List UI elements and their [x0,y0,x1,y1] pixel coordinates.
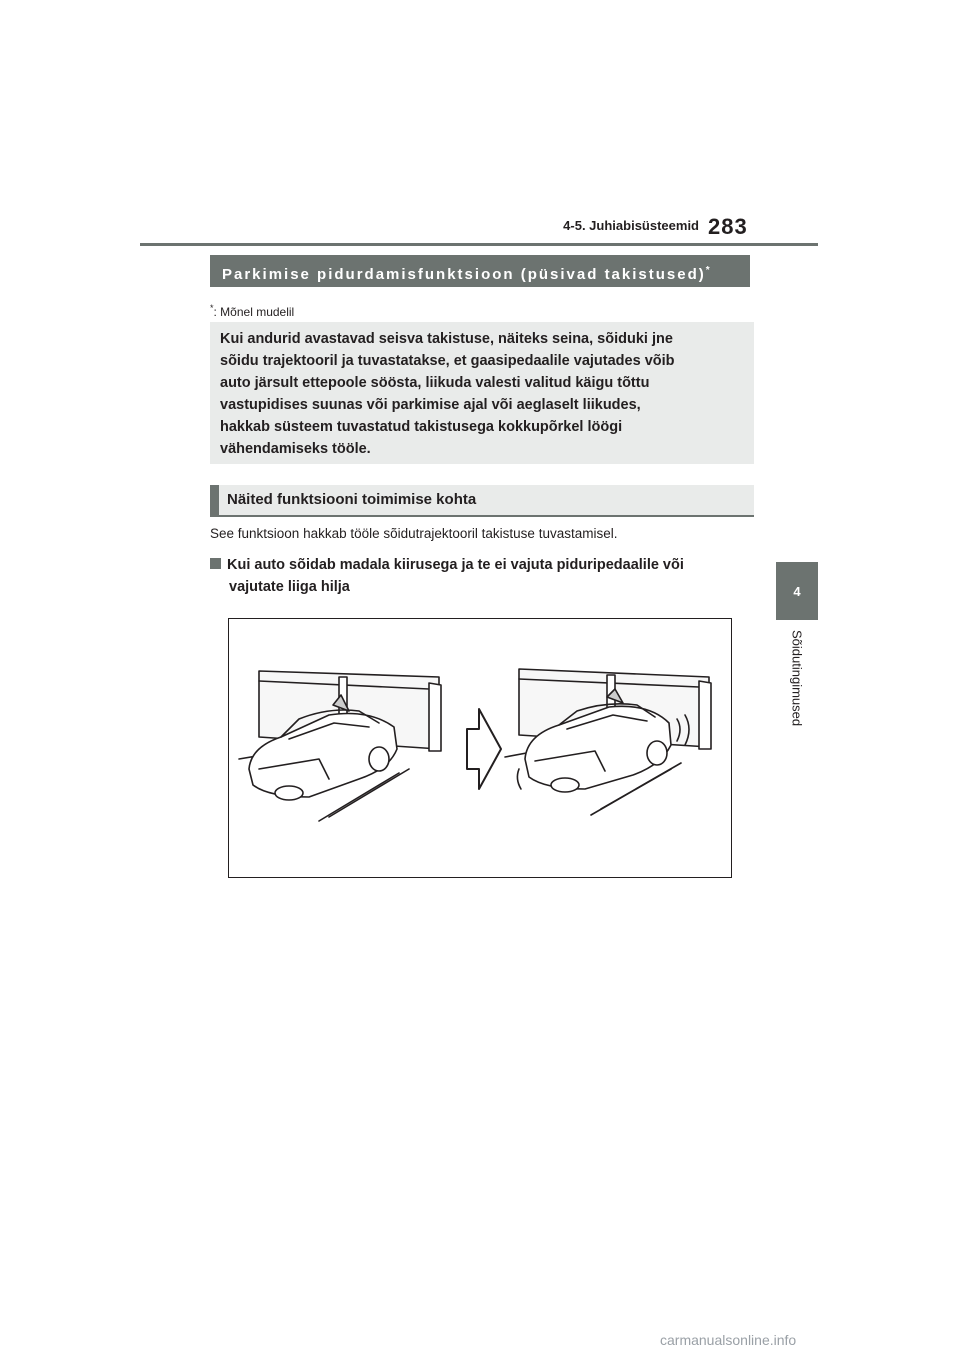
footnote [210,303,294,319]
section-heading-mark: * [705,265,710,276]
section-heading-text: Parkimise pidurdamisfunktsioon (püsivad takistused) [222,266,706,283]
intro-line: sõidu trajektooril ja tuvastatakse, et gaasipedaalile vajutades võib [220,353,675,369]
intro-line: vastupidises suunas või parkimise ajal või aeglaselt liikudes, [220,397,641,413]
footnote-text: : Mõnel mudelil [213,305,295,319]
body-text: See funktsioon hakkab tööle sõidutrajektooril takistuse tuvastamisel. [210,526,618,541]
transition-arrow-icon [467,709,501,789]
parking-brake-illustration [229,619,731,877]
chapter-tab: 4 [776,562,818,620]
page-number: 283 [708,214,748,239]
chapter-side-label: Sõidutingimused [789,630,805,727]
bullet-text-line1: Kui auto sõidab madala kiirusega ja te ei vajuta piduripedaalile või [227,557,684,573]
intro-line: auto järsult ettepoole söösta, liikuda valesti valitud käigu tõttu [220,375,650,391]
intro-line: Kui andurid avastavad seisva takistuse, näiteks seina, sõiduki jne [220,331,673,347]
bullet-square-icon [210,558,221,569]
watermark: carmanualsonline.info [660,1332,797,1348]
bullet-text-line2: vajutate liiga hilja [229,579,350,595]
intro-line: vähendamiseks tööle. [220,441,371,457]
header-rule [140,243,818,246]
section-heading [210,255,750,287]
bullet-item [210,554,760,598]
footnote-mark: * [210,303,214,313]
subsection-heading: Näited funktsiooni toimimise kohta [210,485,754,517]
intro-line: hakkab süsteem tuvastatud takistusega kokkupõrkel löögi [220,419,623,435]
intro-panel [210,322,754,464]
chapter-title: 4-5. Juhiabisüsteemid [563,218,699,233]
illustration-frame [228,618,732,878]
